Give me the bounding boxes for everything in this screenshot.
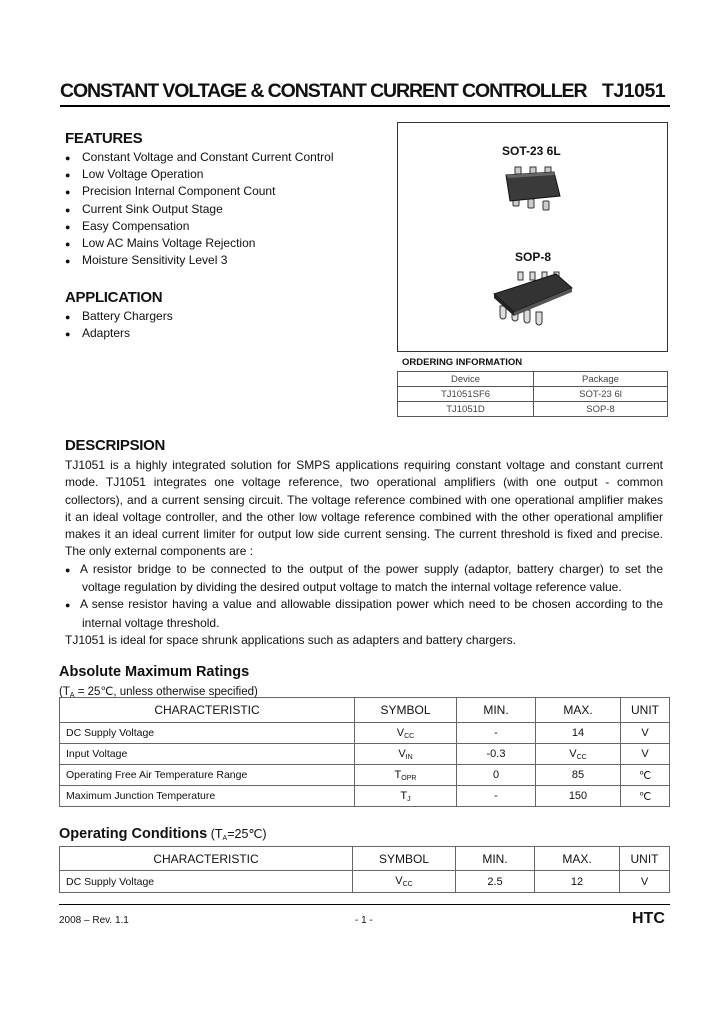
- ordering-title: ORDERING INFORMATION: [402, 357, 523, 368]
- bullet-icon: ●: [65, 153, 71, 163]
- document-title: CONSTANT VOLTAGE & CONSTANT CURRENT CONTROLLER: [60, 80, 587, 102]
- table-cell: DC Supply Voltage: [60, 871, 353, 893]
- package-label-sop8: SOP-8: [515, 250, 552, 264]
- table-cell: DC Supply Voltage: [60, 723, 355, 744]
- table-cell: V: [621, 744, 670, 765]
- table-header-cell: UNIT: [621, 698, 670, 723]
- table-cell: ℃: [621, 765, 670, 786]
- page-number: - 1 -: [355, 915, 373, 926]
- table-cell: Operating Free Air Temperature Range: [60, 765, 355, 786]
- bullet-icon: ●: [65, 238, 71, 249]
- table-cell: -0.3: [457, 744, 536, 765]
- table-cell: $V_{IN}$: [355, 744, 457, 765]
- paragraph-line: collectors), and a current sensing circuit. The voltage reference combined with one operational amplifier makes: [65, 492, 663, 507]
- paragraph-line: TJ1051 is ideal for space shrunk applications such as adapters and battery chargers.: [65, 632, 516, 647]
- table-cell: $T_{OPR}$: [355, 765, 457, 786]
- sop8-package-icon: [490, 268, 580, 330]
- table-header-cell: UNIT: [620, 847, 670, 871]
- description-heading: DESCRIPSION: [65, 437, 166, 454]
- table-row: [60, 786, 670, 807]
- table-cell: ℃: [621, 786, 670, 807]
- description-body: [65, 457, 663, 649]
- list-item: ● Constant Voltage and Constant Current Control: [65, 149, 333, 166]
- list-item: ● Precision Internal Component Count: [65, 183, 333, 200]
- sot23-package-icon: [498, 163, 568, 215]
- list-item: ● Low AC Mains Voltage Rejection: [65, 235, 333, 252]
- op-cond-table: [59, 846, 670, 893]
- table-cell: 0: [457, 765, 536, 786]
- table-cell: $T_J$: [355, 786, 457, 807]
- footer-divider: [59, 904, 670, 905]
- list-item: ● Moisture Sensitivity Level 3: [65, 252, 333, 269]
- table-cell: SOP-8: [534, 402, 668, 417]
- package-label-sot23: SOT-23 6L: [502, 144, 561, 158]
- ordering-table: [397, 371, 668, 417]
- table-header-cell: Package: [534, 372, 668, 387]
- footer-revision: 2008 – Rev. 1.1: [59, 915, 129, 926]
- table-header-cell: SYMBOL: [355, 698, 457, 723]
- table-cell: $V_{CC}$: [353, 871, 456, 893]
- table-header-cell: Device: [398, 372, 534, 387]
- company-name: HTC: [632, 910, 665, 927]
- table-header-cell: MIN.: [457, 698, 536, 723]
- bullet-icon: ●: [65, 170, 71, 181]
- bullet-icon: ●: [65, 564, 71, 575]
- paragraph-line: it an ideal voltage controller, and the other low voltage reference combined with the other operational amplifier: [65, 509, 663, 524]
- table-cell: Maximum Junction Temperature: [60, 786, 355, 807]
- package-box: [397, 122, 668, 352]
- abs-max-condition: ($T_A$ = 25℃, unless otherwise specified): [59, 686, 258, 699]
- table-cell: V: [621, 723, 670, 744]
- list-item: ● Adapters: [65, 325, 173, 342]
- table-row: [60, 723, 670, 744]
- table-cell: TJ1051SF6: [398, 387, 534, 402]
- features-heading: FEATURES: [65, 130, 143, 147]
- application-list: [65, 308, 173, 342]
- paragraph-line: TJ1051 is a highly integrated solution for SMPS applications requiring constant voltage and constant current: [65, 458, 663, 472]
- table-header-cell: MAX.: [536, 698, 621, 723]
- table-header-row: [60, 698, 670, 723]
- paragraph-line: The only external components are :: [65, 544, 254, 559]
- features-list: [65, 149, 333, 269]
- table-cell: 85: [536, 765, 621, 786]
- title-divider: [60, 105, 670, 107]
- table-cell: 12: [535, 871, 620, 893]
- table-cell: $V_{CC}$: [355, 723, 457, 744]
- table-row: [398, 387, 668, 402]
- table-header-row: [398, 372, 668, 387]
- table-cell: SOT-23 6l: [534, 387, 668, 402]
- table-row: [60, 765, 670, 786]
- bullet-icon: ●: [65, 204, 71, 215]
- table-cell: 14: [536, 723, 621, 744]
- table-cell: -: [457, 723, 536, 744]
- table-cell: $V_{CC}$: [536, 744, 621, 765]
- table-header-cell: MAX.: [535, 847, 620, 871]
- abs-max-heading: Absolute Maximum Ratings: [59, 664, 250, 680]
- bullet-icon: ●: [65, 221, 71, 232]
- paragraph-line: ● A sense resistor having a value and allowable dissipation power which need to be chosen according to the: [65, 596, 663, 614]
- op-cond-heading: Operating Conditions $(T_A=25℃)$: [59, 826, 267, 842]
- list-item: ● Easy Compensation: [65, 218, 333, 235]
- bullet-icon: ●: [65, 256, 71, 267]
- abs-max-table: [59, 697, 670, 807]
- paragraph-line: internal voltage threshold.: [82, 615, 220, 630]
- paragraph-line: ● A resistor bridge to be connected to the output of the power supply (adaptor, battery charger) to set the: [65, 561, 663, 579]
- list-item: ● Current Sink Output Stage: [65, 201, 333, 218]
- paragraph-line: mode. TJ1051 integrates one voltage reference, two operational amplifiers (with one output - common: [65, 475, 663, 490]
- table-cell: 150: [536, 786, 621, 807]
- table-row: [60, 744, 670, 765]
- part-number: TJ1051: [602, 80, 666, 102]
- table-row: [398, 402, 668, 417]
- table-cell: 2.5: [456, 871, 535, 893]
- table-cell: TJ1051D: [398, 402, 534, 417]
- paragraph-line: voltage regulation by dividing the desired output voltage to match the internal voltage reference value.: [82, 580, 622, 595]
- table-header-cell: CHARACTERISTIC: [60, 847, 353, 871]
- table-header-cell: SYMBOL: [353, 847, 456, 871]
- bullet-icon: ●: [65, 312, 71, 322]
- bullet-icon: ●: [65, 329, 71, 340]
- table-header-cell: CHARACTERISTIC: [60, 698, 355, 723]
- bullet-icon: ●: [65, 187, 71, 198]
- list-item: ● Battery Chargers: [65, 308, 173, 325]
- bullet-icon: ●: [65, 600, 71, 611]
- table-cell: -: [457, 786, 536, 807]
- application-heading: APPLICATION: [65, 289, 163, 306]
- list-item: ● Low Voltage Operation: [65, 166, 333, 183]
- table-row: [60, 871, 670, 893]
- table-header-cell: MIN.: [456, 847, 535, 871]
- paragraph-line: makes it an ideal current limiter for output low side current sensing. The current threshold is fixed and precise.: [65, 527, 663, 542]
- table-cell: V: [620, 871, 670, 893]
- table-cell: Input Voltage: [60, 744, 355, 765]
- table-header-row: [60, 847, 670, 871]
